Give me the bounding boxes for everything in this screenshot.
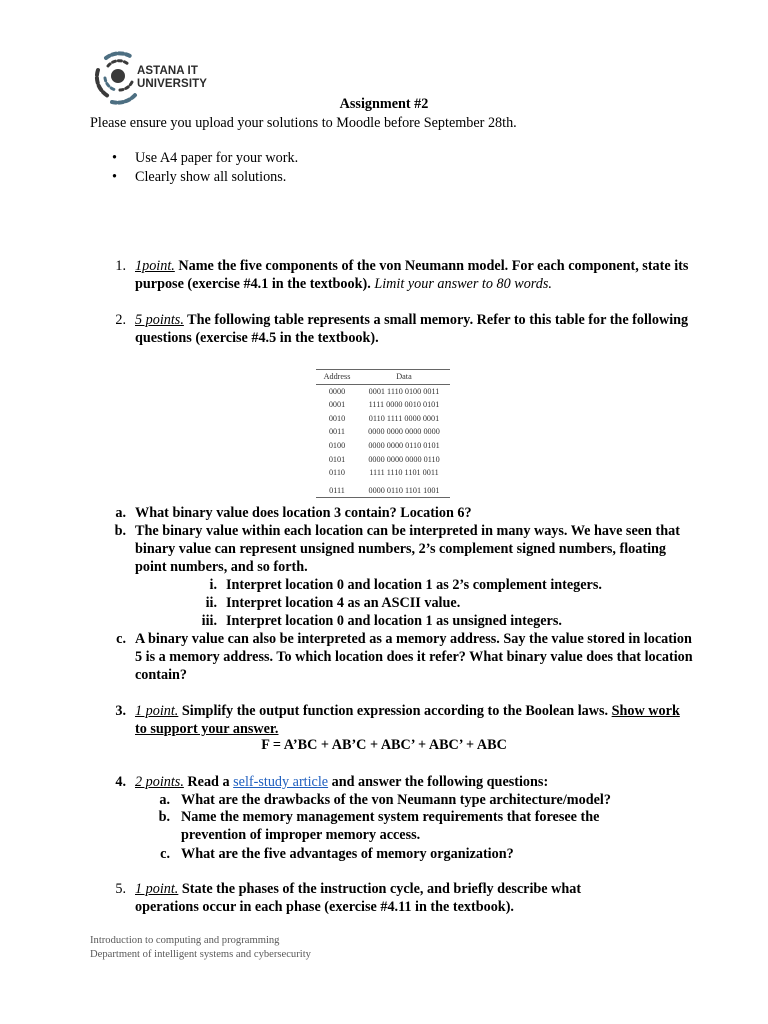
table-row bbox=[316, 453, 450, 467]
address-cell: 0001 bbox=[328, 400, 346, 410]
q2b-ii-text: Interpret location 4 as an ASCII value. bbox=[226, 595, 461, 611]
q2b-i-label: i. bbox=[209, 577, 217, 593]
data-cell: 1111 0000 0010 0101 bbox=[368, 400, 440, 410]
q2b-text: The binary value within each location can be interpreted in many ways. We have seen that binary value can represent unsigned numbers, 2’s complement signed numbers, floating point numbers, and so forth. bbox=[135, 523, 680, 575]
q4-points: 2 points. bbox=[135, 774, 184, 790]
q4a-text: What are the drawbacks of the von Neumann type architecture/model? bbox=[181, 792, 611, 808]
q3-body: Simplify the output function expression according to the Boolean laws. bbox=[178, 703, 612, 719]
q1-number: 1. bbox=[115, 258, 126, 274]
logo-line-2: UNIVERSITY bbox=[137, 78, 208, 90]
q1-word-limit: Limit your answer to 80 words. bbox=[370, 276, 552, 292]
data-cell: 0000 0000 0000 0000 bbox=[368, 427, 440, 437]
q4-number: 4. bbox=[115, 774, 126, 790]
table-row bbox=[316, 439, 450, 453]
address-cell: 0101 bbox=[328, 454, 346, 464]
q2c-label: c. bbox=[116, 631, 126, 647]
footer-course: Introduction to computing and programming bbox=[90, 935, 280, 946]
q2a-text: What binary value does location 3 contain? Location 6? bbox=[135, 505, 472, 521]
footer-department: Department of intelligent systems and cybersecurity bbox=[90, 948, 311, 960]
address-cell: 0011 bbox=[328, 427, 346, 437]
data-cell: 0110 1111 0000 0001 bbox=[368, 413, 440, 423]
q4c-text: What are the five advantages of memory organization? bbox=[181, 846, 514, 862]
q5-number: 5. bbox=[115, 881, 126, 897]
q5-body: State the phases of the instruction cycle, and briefly describe what operations occur in each phase (exercise #4.11 in the textbook). bbox=[135, 881, 582, 915]
address-cell: 0000 bbox=[328, 386, 346, 396]
q4b-label: b. bbox=[158, 809, 170, 825]
bullet-dot-icon: • bbox=[112, 150, 117, 166]
q3-points: 1 point. bbox=[135, 703, 179, 719]
q4-body-2: and answer the following questions: bbox=[328, 774, 549, 790]
bullet-item-1: Use A4 paper for your work. bbox=[135, 150, 299, 166]
q2-body: The following table represents a small memory. Refer to this table for the following questions (exercise #4.5 in the textbook). bbox=[135, 312, 689, 346]
bullet-item-2: Clearly show all solutions. bbox=[135, 169, 287, 185]
q1-body: Name the five components of the von Neumann model. For each component, state its purpose (exercise #4.1 in the textbook). bbox=[135, 258, 689, 292]
q2-text bbox=[135, 311, 695, 347]
q3-text bbox=[135, 702, 695, 738]
q4c-label: c. bbox=[160, 846, 170, 862]
data-cell: 0000 0000 0110 0101 bbox=[368, 440, 440, 450]
q4-text bbox=[135, 773, 695, 791]
logo-line-1: ASTANA IT bbox=[137, 65, 198, 77]
memory-table bbox=[316, 369, 450, 498]
table-row bbox=[316, 412, 450, 426]
q2b-i-text: Interpret location 0 and location 1 as 2’s complement integers. bbox=[226, 577, 602, 593]
q1-text bbox=[135, 257, 695, 293]
table-row bbox=[316, 466, 450, 480]
intro-text: Please ensure you upload your solutions to Moodle before September 28th. bbox=[90, 115, 517, 131]
bullet-dot-icon: • bbox=[112, 169, 117, 185]
data-cell: 1111 1110 1101 0011 bbox=[369, 468, 439, 478]
address-cell: 0100 bbox=[328, 440, 346, 450]
address-cell: 0010 bbox=[328, 413, 346, 423]
q4a-label: a. bbox=[159, 792, 170, 808]
q4-body-1: Read a bbox=[183, 774, 234, 790]
page-footer bbox=[90, 934, 311, 961]
q2c-text: A binary value can also be interpreted as a memory address. Say the value stored in location 5 is a memory address. To which location does it refer? What binary value does that location contain? bbox=[135, 631, 693, 683]
q3-number: 3. bbox=[115, 703, 126, 719]
q2-points: 5 points. bbox=[135, 312, 184, 328]
data-cell: 0001 1110 0100 0011 bbox=[368, 386, 440, 396]
q4b-text: Name the memory management system requirements that foresee the prevention of improper memory access. bbox=[181, 809, 600, 843]
data-cell: 0000 0000 0000 0110 bbox=[368, 454, 440, 464]
q2a-label: a. bbox=[115, 505, 126, 521]
q2b-iii-text: Interpret location 0 and location 1 as unsigned integers. bbox=[226, 613, 562, 629]
address-cell: 0110 bbox=[328, 468, 346, 478]
q3-formula: F = A’BC + AB’C + ABC’ + ABC’ + ABC bbox=[261, 737, 507, 753]
q2b-iii-label: iii. bbox=[201, 613, 217, 629]
logo-text bbox=[137, 65, 207, 91]
q2-number: 2. bbox=[115, 312, 126, 328]
table-row bbox=[316, 384, 450, 398]
self-study-article-link[interactable]: self-study article bbox=[233, 774, 329, 790]
table-row bbox=[316, 398, 450, 412]
q1-points: 1point. bbox=[135, 258, 175, 274]
q5-points: 1 point. bbox=[135, 881, 179, 897]
address-cell: 0111 bbox=[316, 480, 358, 498]
data-cell: 0000 0110 1101 1001 bbox=[358, 480, 450, 498]
q5-text bbox=[135, 880, 625, 916]
q3-show-work: Show work to support your answer. bbox=[135, 703, 680, 737]
page-title: Assignment #2 bbox=[339, 96, 429, 112]
q2b-ii-label: ii. bbox=[205, 595, 217, 611]
table-row bbox=[316, 480, 450, 498]
memory-table-header-data: Data bbox=[358, 370, 450, 385]
memory-table-header-address: Address bbox=[316, 370, 358, 385]
q2b-label: b. bbox=[114, 523, 126, 539]
table-row bbox=[316, 425, 450, 439]
